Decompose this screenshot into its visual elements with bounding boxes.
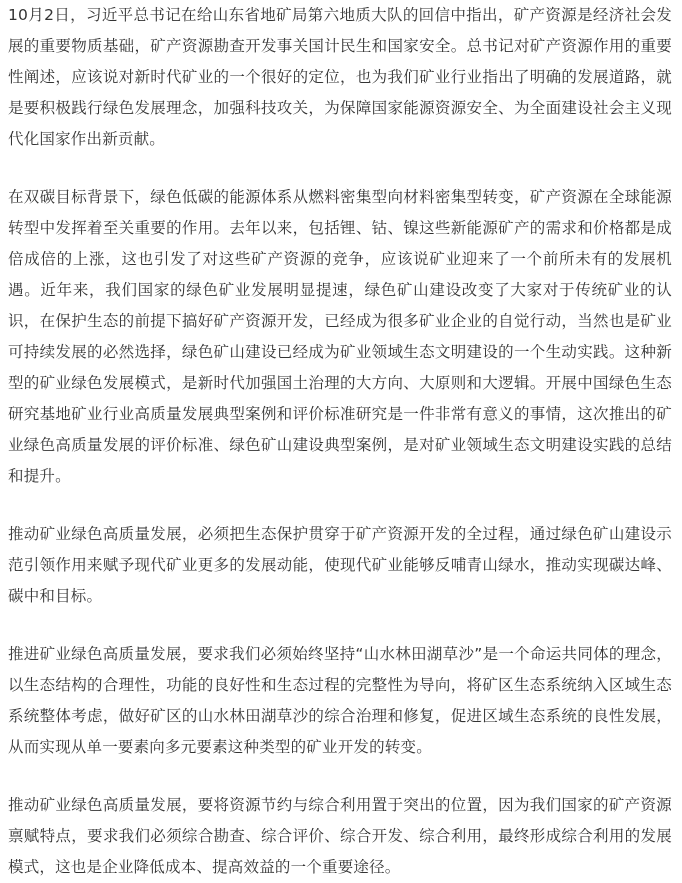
paragraph-2: 在双碳目标背景下，绿色低碳的能源体系从燃料密集型向材料密集型转变，矿产资源在全球能源转型中发挥着至关重要的作用。去年以来，包括锂、钴、镍这些新能源矿产的需求和价格都是成倍成倍的上涨，这也引发了对这些矿产资源的竞争，应该说矿业迎来了一个前所未有的发展机遇。近年来，我们国家的绿色矿业发展明显提速，绿色矿山建设改变了大家对于传统矿业的认识，在保护生态的前提下搞好矿产资源开发，已经成为很多矿业企业的自觉行动，当然也是矿业可持续发展的必然选择，绿色矿山建设已经成为矿业领域生态文明建设的一个生动实践。这种新型的矿业绿色发展模式，是新时代加强国土治理的大方向、大原则和大逻辑。开展中国绿色生态研究基地矿业行业高质量发展典型案例和评价标准研究是一件非常有意义的事情，这次推出的矿业绿色高质量发展的评价标准、绿色矿山建设典型案例，是对矿业领域生态文明建设实践的总结和提升。 (8, 188, 672, 485)
paragraph-5: 推动矿业绿色高质量发展，要将资源节约与综合利用置于突出的位置，因为我们国家的矿产资源禀赋特点，要求我们必须综合勘查、综合评价、综合开发、综合利用，最终形成综合利用的发展模式，这也是企业降低成本、提高效益的一个重要途径。 (8, 796, 672, 876)
paragraph-1: 10月2日，习近平总书记在给山东省地矿局第六地质大队的回信中指出，矿产资源是经济社会发展的重要物质基础，矿产资源勘查开发事关国计民生和国家安全。总书记对矿产资源作用的重要性阐述，应该说对新时代矿业的一个很好的定位，也为我们矿业行业指出了明确的发展道路，就是要积极践行绿色发展理念，加强科技攻关，为保障国家能源资源安全、为全面建设社会主义现代化国家作出新贡献。 (8, 6, 672, 148)
article-body (8, 0, 672, 883)
paragraph-3: 推动矿业绿色高质量发展，必须把生态保护贯穿于矿产资源开发的全过程，通过绿色矿山建设示范引领作用来赋予现代矿业更多的发展动能，使现代矿业能够反哺青山绿水，推动实现碳达峰、碳中和目标。 (8, 525, 672, 605)
paragraph-4: 推进矿业绿色高质量发展，要求我们必须始终坚持“山水林田湖草沙”是一个命运共同体的理念，以生态结构的合理性，功能的良好性和生态过程的完整性为导向，将矿区生态系统纳入区域生态系统整体考虑，做好矿区的山水林田湖草沙的综合治理和修复，促进区域生态系统的良性发展，从而实现从单一要素向多元要素这种类型的矿业开发的转变。 (8, 645, 672, 756)
